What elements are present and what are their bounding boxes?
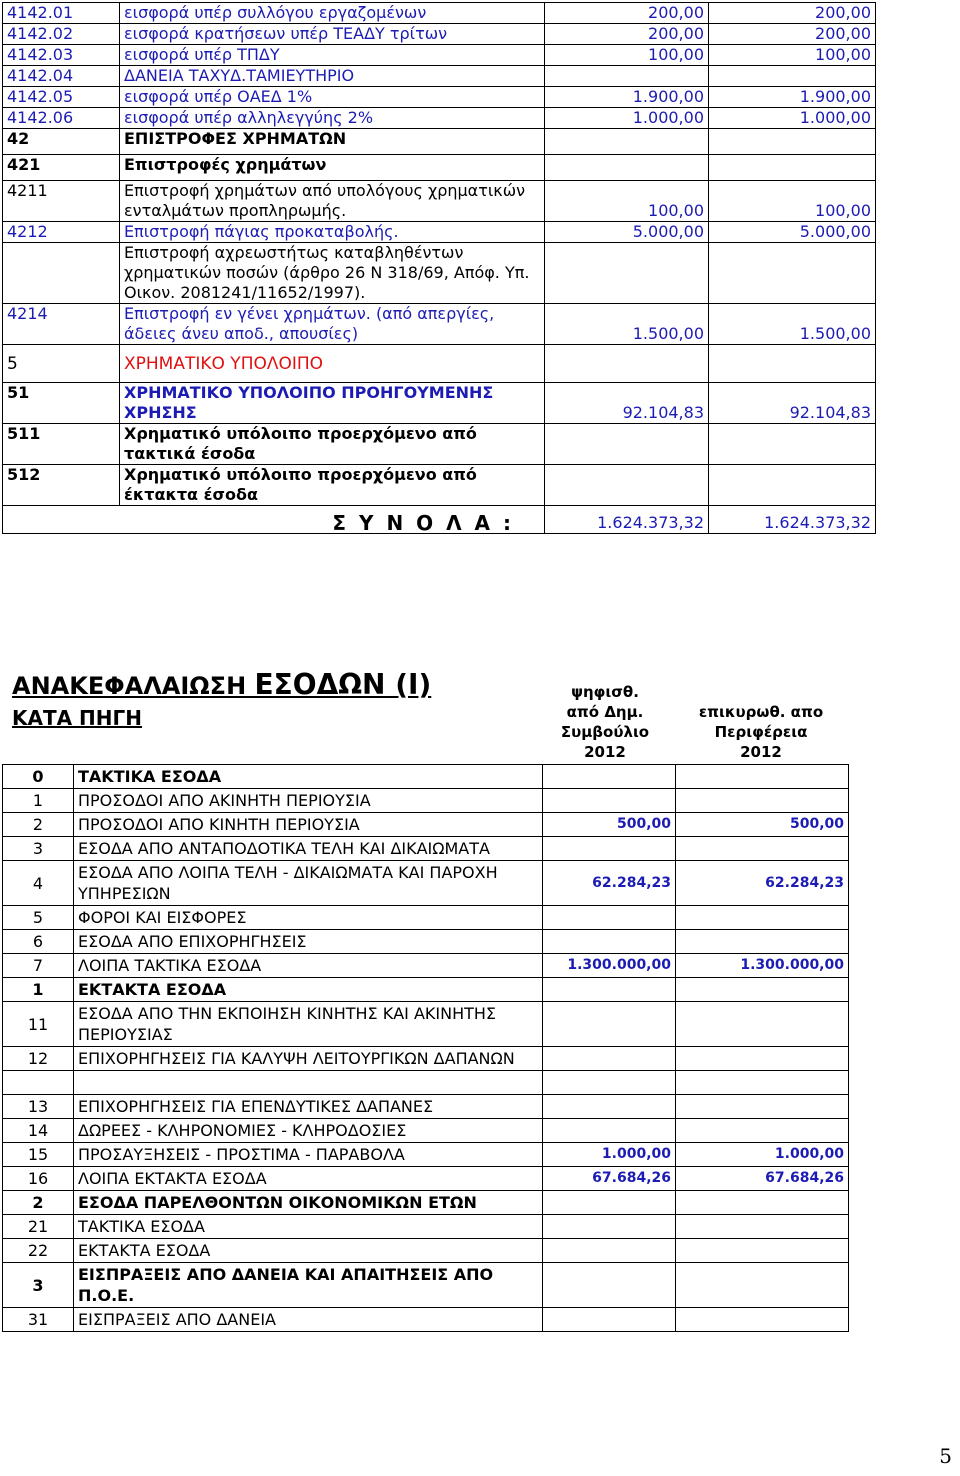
- approved-amount-cell: 5.000,00: [709, 222, 876, 243]
- table-row: [3, 155, 876, 181]
- code-cell: 4212: [3, 222, 120, 243]
- table-row: [3, 24, 876, 45]
- description-cell: Επιστροφή χρημάτων από υπολόγους χρηματικών ενταλμάτων προπληρωμής.: [120, 181, 545, 222]
- voted-amount-cell: [543, 1119, 676, 1143]
- table-row: [3, 813, 849, 837]
- voted-amount-cell: 100,00: [545, 181, 709, 222]
- column-header-voted: [540, 682, 670, 762]
- approved-amount-cell: [709, 424, 876, 465]
- approved-amount-cell: 1.000,00: [676, 1143, 849, 1167]
- summary-heading-part2: ΕΣΟΔΩΝ (Ι): [254, 668, 432, 701]
- approved-amount-cell: [709, 155, 876, 181]
- category-label: ΛΟΙΠΑ ΕΚΤΑΚΤΑ ΕΣΟΔΑ: [74, 1167, 543, 1191]
- voted-amount-cell: [543, 1308, 676, 1332]
- voted-amount-cell: [545, 129, 709, 155]
- category-number: 13: [3, 1095, 74, 1119]
- table-row: [3, 1143, 849, 1167]
- approved-amount-cell: [676, 1095, 849, 1119]
- approved-amount-cell: 100,00: [709, 45, 876, 66]
- column-header-line: ψηφισθ.: [571, 683, 639, 701]
- summary-heading: [12, 668, 431, 701]
- category-label: ΕΙΣΠΡΑΞΕΙΣ ΑΠΟ ΔΑΝΕΙΑ: [74, 1308, 543, 1332]
- description-cell: Επιστροφή εν γένει χρημάτων. (από απεργίες, άδειες άνευ αποδ., απουσίες): [120, 304, 545, 345]
- approved-amount-cell: [709, 66, 876, 87]
- category-number: 15: [3, 1143, 74, 1167]
- table-row: [3, 181, 876, 222]
- category-number: 11: [3, 1002, 74, 1047]
- table-row: [3, 3, 876, 24]
- description-cell: εισφορά υπέρ συλλόγου εργαζομένων: [120, 3, 545, 24]
- column-header-line: από Δημ.: [566, 703, 644, 721]
- voted-amount-cell: [543, 1095, 676, 1119]
- table-row: [3, 789, 849, 813]
- category-label: ΕΣΟΔΑ ΑΠΟ ΤΗΝ ΕΚΠΟΙΗΣΗ ΚΙΝΗΤΗΣ ΚΑΙ ΑΚΙΝΗΤΗΣ ΠΕΡΙΟΥΣΙΑΣ: [74, 1002, 543, 1047]
- code-cell: 51: [3, 383, 120, 424]
- voted-amount-cell: 5.000,00: [545, 222, 709, 243]
- table-row: [3, 424, 876, 465]
- table-row: [3, 345, 876, 383]
- code-cell: 511: [3, 424, 120, 465]
- approved-amount-cell: 200,00: [709, 24, 876, 45]
- voted-amount-cell: 500,00: [543, 813, 676, 837]
- category-number: 3: [3, 837, 74, 861]
- table-row: [3, 978, 849, 1002]
- totals-label: Σ Υ Ν Ο Λ Α :: [3, 506, 545, 534]
- description-cell: εισφορά κρατήσεων υπέρ ΤΕΑΔΥ τρίτων: [120, 24, 545, 45]
- category-label: ΤΑΚΤΙΚΑ ΕΣΟΔΑ: [74, 765, 543, 789]
- category-label: ΕΣΟΔΑ ΑΠΟ ΑΝΤΑΠΟΔΟΤΙΚΑ ΤΕΛΗ ΚΑΙ ΔΙΚΑΙΩΜΑΤΑ: [74, 837, 543, 861]
- approved-amount-cell: [676, 765, 849, 789]
- totals-row: [3, 506, 876, 534]
- summary-heading-part1: ΑΝΑΚΕΦΑΛΑΙΩΣΗ: [12, 672, 255, 700]
- category-number: 2: [3, 1191, 74, 1215]
- approved-amount-cell: 1.300.000,00: [676, 954, 849, 978]
- voted-amount-cell: [543, 1002, 676, 1047]
- voted-amount-cell: [543, 765, 676, 789]
- code-cell: 4214: [3, 304, 120, 345]
- column-header-line: Περιφέρεια: [714, 723, 808, 741]
- category-number: 2: [3, 813, 74, 837]
- approved-amount-cell: 62.284,23: [676, 861, 849, 906]
- category-label: ΕΚΤΑΚΤΑ ΕΣΟΔΑ: [74, 978, 543, 1002]
- voted-amount-cell: 200,00: [545, 24, 709, 45]
- code-cell: 4142.04: [3, 66, 120, 87]
- approved-amount-cell: [676, 789, 849, 813]
- table-row: [3, 87, 876, 108]
- voted-amount-cell: 1.900,00: [545, 87, 709, 108]
- category-number: 12: [3, 1047, 74, 1071]
- voted-amount-cell: 92.104,83: [545, 383, 709, 424]
- approved-amount-cell: [676, 1215, 849, 1239]
- category-number: 1: [3, 789, 74, 813]
- column-header-line: επικυρωθ. απο: [698, 703, 824, 721]
- description-cell: ΔΑΝΕΙΑ ΤΑΧΥΔ.ΤΑΜΙΕΥΤΗΡΙΟ: [120, 66, 545, 87]
- category-label: ΠΡΟΣΟΔΟΙ ΑΠΟ ΑΚΙΝΗΤΗ ΠΕΡΙΟΥΣΙΑ: [74, 789, 543, 813]
- category-label: ΛΟΙΠΑ ΤΑΚΤΙΚΑ ΕΣΟΔΑ: [74, 954, 543, 978]
- voted-amount-cell: 62.284,23: [543, 861, 676, 906]
- category-number: 3: [3, 1263, 74, 1308]
- category-label: [74, 1071, 543, 1095]
- description-cell: ΧΡΗΜΑΤΙΚΟ ΥΠΟΛΟΙΠΟ: [120, 345, 545, 383]
- code-cell: 4142.02: [3, 24, 120, 45]
- code-cell: [3, 243, 120, 304]
- category-label: ΕΠΙΧΟΡΗΓΗΣΕΙΣ ΓΙΑ ΚΑΛΥΨΗ ΛΕΙΤΟΥΡΓΙΚΩΝ ΔΑΠΑΝΩΝ: [74, 1047, 543, 1071]
- voted-amount-cell: [545, 424, 709, 465]
- approved-amount-cell: [676, 1191, 849, 1215]
- approved-amount-cell: [709, 345, 876, 383]
- column-header-line: Συμβούλιο: [560, 723, 650, 741]
- voted-amount-cell: [543, 1047, 676, 1071]
- table-row: [3, 765, 849, 789]
- category-number: 0: [3, 765, 74, 789]
- approved-amount-cell: [676, 930, 849, 954]
- table-row: [3, 954, 849, 978]
- table-row: [3, 66, 876, 87]
- approved-amount-cell: 100,00: [709, 181, 876, 222]
- category-label: ΤΑΚΤΙΚΑ ΕΣΟΔΑ: [74, 1215, 543, 1239]
- voted-amount-cell: [543, 906, 676, 930]
- category-label: ΕΣΟΔΑ ΑΠΟ ΛΟΙΠΑ ΤΕΛΗ - ΔΙΚΑΙΩΜΑΤΑ ΚΑΙ ΠΑΡΟΧΗ ΥΠΗΡΕΣΙΩΝ: [74, 861, 543, 906]
- category-number: 4: [3, 861, 74, 906]
- voted-amount-cell: [545, 66, 709, 87]
- table-row: [3, 1191, 849, 1215]
- code-cell: 4142.06: [3, 108, 120, 129]
- approved-amount-cell: [676, 1071, 849, 1095]
- approved-amount-cell: [709, 129, 876, 155]
- category-number: 22: [3, 1239, 74, 1263]
- approved-amount-cell: [676, 1263, 849, 1308]
- code-cell: 421: [3, 155, 120, 181]
- approved-amount-cell: [676, 1239, 849, 1263]
- table-row: [3, 383, 876, 424]
- approved-amount-cell: 200,00: [709, 3, 876, 24]
- voted-amount-cell: 1.000,00: [543, 1143, 676, 1167]
- code-cell: 42: [3, 129, 120, 155]
- table-row: [3, 465, 876, 506]
- table-row-empty: [3, 1071, 849, 1095]
- voted-amount-cell: [545, 243, 709, 304]
- category-label: ΦΟΡΟΙ ΚΑΙ ΕΙΣΦΟΡΕΣ: [74, 906, 543, 930]
- approved-amount-cell: [676, 978, 849, 1002]
- approved-amount-cell: 1.000,00: [709, 108, 876, 129]
- voted-amount-cell: [543, 837, 676, 861]
- code-cell: 5: [3, 345, 120, 383]
- table-row: [3, 129, 876, 155]
- table-row: [3, 906, 849, 930]
- column-header-line: 2012: [584, 743, 626, 761]
- voted-amount-cell: 200,00: [545, 3, 709, 24]
- category-number: 6: [3, 930, 74, 954]
- voted-amount-cell: [545, 155, 709, 181]
- category-label: ΕΙΣΠΡΑΞΕΙΣ ΑΠΟ ΔΑΝΕΙΑ ΚΑΙ ΑΠΑΙΤΗΣΕΙΣ ΑΠΟ Π.Ο.Ε.: [74, 1263, 543, 1308]
- table-row: [3, 1239, 849, 1263]
- category-number: 31: [3, 1308, 74, 1332]
- table-row: [3, 1263, 849, 1308]
- total-approved-amount: 1.624.373,32: [709, 506, 876, 534]
- revenue-detail-table: [2, 2, 876, 534]
- voted-amount-cell: [543, 930, 676, 954]
- category-number: 1: [3, 978, 74, 1002]
- code-cell: 4142.01: [3, 3, 120, 24]
- description-cell: εισφορά υπέρ ΟΑΕΔ 1%: [120, 87, 545, 108]
- approved-amount-cell: 1.500,00: [709, 304, 876, 345]
- table-row: [3, 1167, 849, 1191]
- table-row: [3, 930, 849, 954]
- approved-amount-cell: [676, 1002, 849, 1047]
- description-cell: Επιστροφή αχρεωστήτως καταβληθέντων χρηματικών ποσών (άρθρο 26 Ν 318/69, Απόφ. Υπ. Οικον. 2081241/11652/1997).: [120, 243, 545, 304]
- approved-amount-cell: 92.104,83: [709, 383, 876, 424]
- summary-subheading: ΚΑΤΑ ΠΗΓΗ: [12, 706, 143, 730]
- approved-amount-cell: 67.684,26: [676, 1167, 849, 1191]
- voted-amount-cell: 1.000,00: [545, 108, 709, 129]
- description-cell: Χρηματικό υπόλοιπο προερχόμενο από τακτικά έσοδα: [120, 424, 545, 465]
- description-cell: εισφορά υπέρ ΤΠΔΥ: [120, 45, 545, 66]
- table-row: [3, 1047, 849, 1071]
- column-header-line: 2012: [740, 743, 782, 761]
- voted-amount-cell: 1.300.000,00: [543, 954, 676, 978]
- approved-amount-cell: 1.900,00: [709, 87, 876, 108]
- approved-amount-cell: [676, 906, 849, 930]
- approved-amount-cell: [676, 837, 849, 861]
- total-voted-amount: 1.624.373,32: [545, 506, 709, 534]
- voted-amount-cell: [543, 1239, 676, 1263]
- voted-amount-cell: [543, 1071, 676, 1095]
- voted-amount-cell: [543, 1191, 676, 1215]
- voted-amount-cell: [543, 978, 676, 1002]
- approved-amount-cell: [709, 243, 876, 304]
- category-label: ΕΣΟΔΑ ΠΑΡΕΛΘΟΝΤΩΝ ΟΙΚΟΝΟΜΙΚΩΝ ΕΤΩΝ: [74, 1191, 543, 1215]
- voted-amount-cell: [543, 789, 676, 813]
- revenue-summary-table: [2, 764, 849, 1332]
- category-label: ΠΡΟΣΑΥΞΗΣΕΙΣ - ΠΡΟΣΤΙΜΑ - ΠΑΡΑΒΟΛΑ: [74, 1143, 543, 1167]
- code-cell: 4142.03: [3, 45, 120, 66]
- category-number: [3, 1071, 74, 1095]
- category-label: ΔΩΡΕΕΣ - ΚΛΗΡΟΝΟΜΙΕΣ - ΚΛΗΡΟΔΟΣΙΕΣ: [74, 1119, 543, 1143]
- voted-amount-cell: 1.500,00: [545, 304, 709, 345]
- voted-amount-cell: 100,00: [545, 45, 709, 66]
- category-label: ΕΠΙΧΟΡΗΓΗΣΕΙΣ ΓΙΑ ΕΠΕΝΔΥΤΙΚΕΣ ΔΑΠΑΝΕΣ: [74, 1095, 543, 1119]
- category-label: ΠΡΟΣΟΔΟΙ ΑΠΟ ΚΙΝΗΤΗ ΠΕΡΙΟΥΣΙΑ: [74, 813, 543, 837]
- table-row: [3, 837, 849, 861]
- description-cell: Επιστροφές χρημάτων: [120, 155, 545, 181]
- category-number: 16: [3, 1167, 74, 1191]
- table-row: [3, 1002, 849, 1047]
- table-row: [3, 861, 849, 906]
- page-number: 5: [939, 1444, 952, 1468]
- approved-amount-cell: [676, 1047, 849, 1071]
- approved-amount-cell: [676, 1119, 849, 1143]
- description-cell: Χρηματικό υπόλοιπο προερχόμενο από έκτακτα έσοδα: [120, 465, 545, 506]
- table-row: [3, 222, 876, 243]
- voted-amount-cell: [543, 1215, 676, 1239]
- table-row: [3, 45, 876, 66]
- code-cell: 4211: [3, 181, 120, 222]
- table-row: [3, 1215, 849, 1239]
- approved-amount-cell: [676, 1308, 849, 1332]
- description-cell: εισφορά υπέρ αλληλεγγύης 2%: [120, 108, 545, 129]
- approved-amount-cell: [709, 465, 876, 506]
- code-cell: 512: [3, 465, 120, 506]
- voted-amount-cell: [543, 1263, 676, 1308]
- table-row: [3, 108, 876, 129]
- table-row: [3, 1308, 849, 1332]
- table-row: [3, 304, 876, 345]
- table-row: [3, 1119, 849, 1143]
- voted-amount-cell: [545, 465, 709, 506]
- category-number: 14: [3, 1119, 74, 1143]
- category-label: ΕΚΤΑΚΤΑ ΕΣΟΔΑ: [74, 1239, 543, 1263]
- description-cell: ΕΠΙΣΤΡΟΦΕΣ ΧΡΗΜΑΤΩΝ: [120, 129, 545, 155]
- description-cell: ΧΡΗΜΑΤΙΚΟ ΥΠΟΛΟΙΠΟ ΠΡΟΗΓΟΥΜΕΝΗΣ ΧΡΗΣΗΣ: [120, 383, 545, 424]
- category-number: 5: [3, 906, 74, 930]
- approved-amount-cell: 500,00: [676, 813, 849, 837]
- category-number: 21: [3, 1215, 74, 1239]
- table-row: [3, 243, 876, 304]
- description-cell: Επιστροφή πάγιας προκαταβολής.: [120, 222, 545, 243]
- voted-amount-cell: [545, 345, 709, 383]
- category-label: ΕΣΟΔΑ ΑΠΟ ΕΠΙΧΟΡΗΓΗΣΕΙΣ: [74, 930, 543, 954]
- category-number: 7: [3, 954, 74, 978]
- voted-amount-cell: 67.684,26: [543, 1167, 676, 1191]
- column-header-approved: [680, 702, 842, 762]
- table-row: [3, 1095, 849, 1119]
- code-cell: 4142.05: [3, 87, 120, 108]
